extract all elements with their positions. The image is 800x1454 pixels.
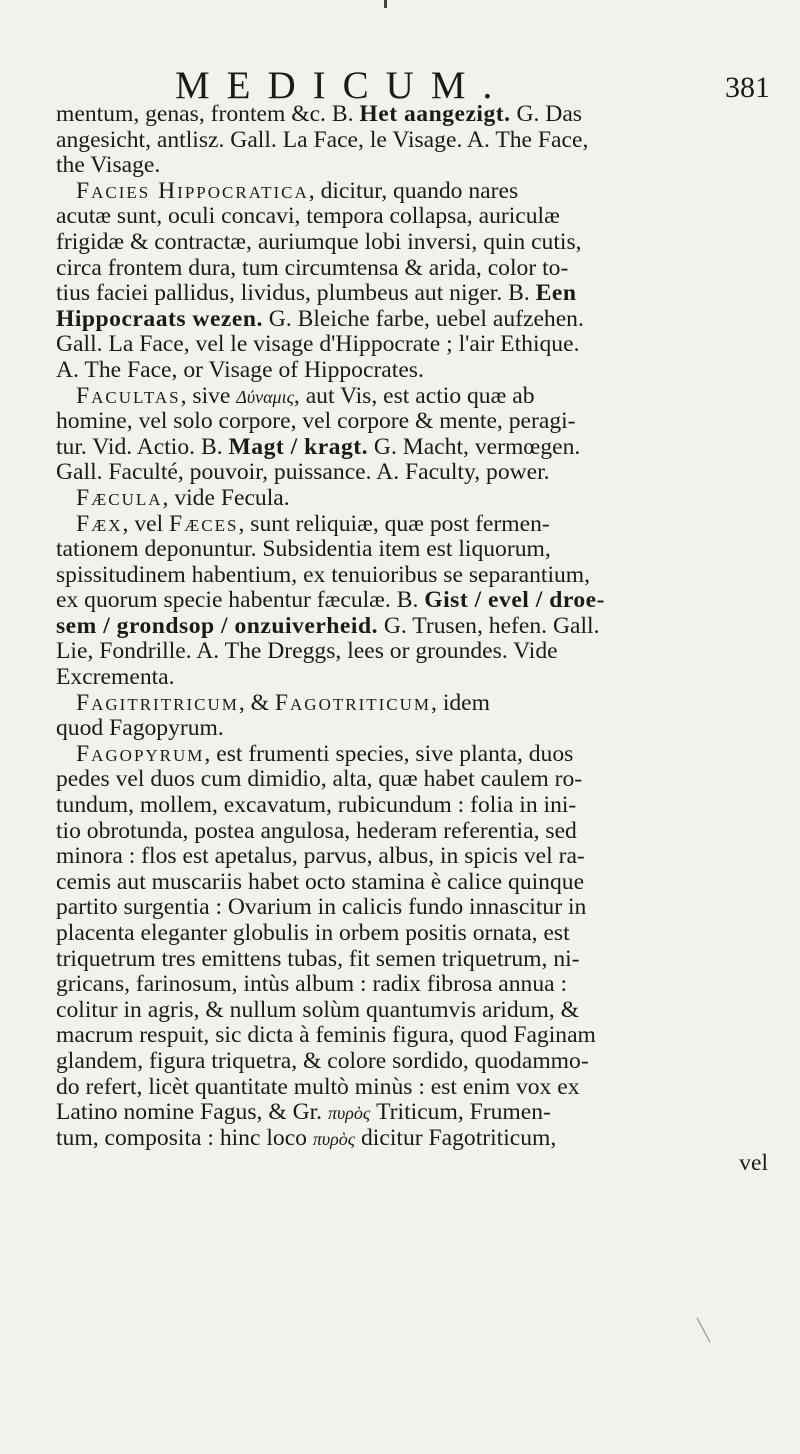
text-run: circa frontem dura, tum circumtensa & arida, color to- xyxy=(56,255,569,281)
text-line xyxy=(56,256,774,282)
text-line xyxy=(56,844,774,870)
text-line xyxy=(56,870,774,896)
text-line xyxy=(56,1075,774,1101)
text-run: the Visage. xyxy=(56,153,161,179)
text-run: Δύναμις xyxy=(236,386,294,407)
text-run: minora : flos est apetalus, parvus, albus, in spicis vel ra- xyxy=(56,844,585,870)
text-line xyxy=(56,1023,774,1049)
text-line xyxy=(56,972,774,998)
text-line xyxy=(56,895,774,921)
text-line xyxy=(56,742,774,768)
text-run: , xyxy=(87,639,100,665)
text-run: A. The Face, or Visage of Hippocrates. xyxy=(56,357,424,383)
text-run: G. Bleiche farbe, uebel aufzehen. xyxy=(262,306,584,332)
text-run: Facies Hippocratica xyxy=(76,178,309,204)
text-run: . A. Faculty, power. xyxy=(365,460,550,486)
text-run: , est actio quæ ab xyxy=(371,383,535,409)
text-line xyxy=(56,435,774,461)
text-run: tundum, mollem, excavatum, rubicundum : folia in ini- xyxy=(56,793,577,819)
text-run: Triticum, Frumen- xyxy=(370,1100,551,1126)
text-run: colitur in agris, & nullum solùm quantumvis aridum, & xyxy=(56,997,579,1023)
text-run: , vel xyxy=(183,332,231,358)
text-run: pedes vel duos cum dimidio, alta, quæ habet caulem ro- xyxy=(56,767,583,793)
text-line xyxy=(56,102,774,128)
text-run: . A. The Face, xyxy=(456,127,589,153)
text-run: placenta eleganter globulis in orbem positis ornata, est xyxy=(56,921,570,946)
text-run: Faculté xyxy=(108,460,178,486)
text-run: vel xyxy=(739,1151,768,1177)
text-run: cemis aut muscariis habet octo stamina è calice quinque xyxy=(56,869,585,895)
text-run: La Face xyxy=(282,127,359,153)
text-line xyxy=(56,409,774,435)
text-run: homine, vel solo corpore, vel corpore & mente, peragi- xyxy=(56,409,576,435)
text-run: La Face xyxy=(108,332,184,358)
text-run: Gist / evel / droe- xyxy=(424,588,605,614)
text-run: Facultas xyxy=(76,383,181,409)
text-run: Excrementa. xyxy=(56,665,175,691)
text-line xyxy=(56,1100,774,1126)
text-run: . xyxy=(217,716,224,742)
text-run: G. Das xyxy=(510,102,582,127)
text-run: puissance xyxy=(273,460,366,486)
text-run: , vide xyxy=(162,485,221,511)
text-line xyxy=(56,1049,774,1075)
text-run: Fagitritricum xyxy=(76,690,239,716)
text-run: do refert, licèt quantitate multò minùs : est enim vox ex xyxy=(56,1074,580,1100)
text-run: Fæces xyxy=(169,511,239,537)
text-run: pouvoir xyxy=(189,460,263,486)
text-run: Een xyxy=(535,281,577,307)
text-line xyxy=(56,230,774,256)
text-line xyxy=(56,588,774,614)
text-run: tius faciei pallidus, lividus, plumbeus aut niger. B. xyxy=(56,281,536,307)
text-run: , & xyxy=(238,690,275,716)
text-run: Het aangezigt. xyxy=(359,102,511,127)
text-line xyxy=(56,179,774,205)
text-line xyxy=(56,204,774,230)
text-line xyxy=(56,281,774,307)
text-run: tio obrotunda, postea angulosa, hederam referentia, sed xyxy=(56,818,577,844)
text-run: Vis xyxy=(340,383,372,409)
text-run: tationem deponuntur. Subsidentia item est liquorum, xyxy=(56,537,551,563)
text-run: , vel xyxy=(122,511,170,537)
text-run: Lie xyxy=(56,639,88,665)
text-run: , est frumenti species, sive planta, duos xyxy=(204,741,574,767)
text-line xyxy=(56,819,774,845)
text-line xyxy=(56,691,774,717)
text-line xyxy=(56,1126,774,1152)
text-run: Fagotriticum xyxy=(274,690,432,716)
text-line xyxy=(56,512,774,538)
text-run: πυρὸς xyxy=(312,1128,356,1149)
text-run: G. Trusen, hefen. Gall. xyxy=(377,613,600,639)
text-run: spissitudinem habentium, ex tenuioribus se separantium, xyxy=(56,562,591,588)
text-line xyxy=(56,460,774,486)
text-line xyxy=(56,639,774,665)
text-run: Latino nomine Fagus, & Gr. xyxy=(56,1100,328,1126)
text-run: , xyxy=(262,460,274,486)
text-line xyxy=(56,665,774,691)
text-run: , aut xyxy=(293,383,340,409)
text-run: Fagopyrum xyxy=(76,741,205,767)
text-line xyxy=(56,947,774,973)
text-run: Fagopyrum xyxy=(109,716,218,742)
text-line xyxy=(56,1151,774,1177)
running-title: MEDICUM. xyxy=(175,64,510,107)
text-run: , sunt reliquiæ, quæ post fermen- xyxy=(238,511,550,537)
text-run: , xyxy=(550,1125,557,1151)
text-run: le visage d'Hippocrate ; l'air Ethique. xyxy=(230,332,580,358)
text-line xyxy=(56,921,774,947)
text-run: triquetrum tres emittens tubas, fit semen triquetrum, ni- xyxy=(56,946,580,972)
text-line xyxy=(56,486,774,512)
text-run: gricans, farinosum, intùs album : radix fibrosa annua : xyxy=(56,972,568,998)
text-run: . xyxy=(283,485,290,511)
text-line xyxy=(56,614,774,640)
text-line xyxy=(56,128,774,154)
text-run: angesicht, antlisz. Gall. xyxy=(56,127,283,153)
text-run: Gall. xyxy=(56,460,109,486)
text-run: ex quorum specie habentur fæculæ. B. xyxy=(56,588,425,614)
text-line xyxy=(56,153,774,179)
text-run: , dicitur, quando nares xyxy=(308,178,519,204)
text-run: tur. Vid. Actio. B. xyxy=(56,434,229,460)
text-run: mentum, genas, frontem &c. B. xyxy=(56,102,360,127)
text-line xyxy=(56,767,774,793)
page-number: 381 xyxy=(725,71,770,104)
text-line xyxy=(56,998,774,1024)
text-run: tum, composita : hinc loco xyxy=(56,1125,313,1151)
text-run: πυρὸς xyxy=(327,1103,371,1124)
text-run: Magt / kragt. xyxy=(228,434,369,460)
text-run: quod xyxy=(56,716,110,742)
text-run: frigidæ & contractæ, auriumque lobi inversi, quin cutis, xyxy=(56,229,582,255)
text-run: partito surgentia : Ovarium in calicis fundo innascitur in xyxy=(56,895,587,921)
text-line xyxy=(56,793,774,819)
text-run: macrum respuit, sic dicta à feminis figura, quod Faginam xyxy=(56,1023,596,1049)
text-run: , sive xyxy=(180,383,237,409)
text-run: Hippocraats wezen. xyxy=(56,306,263,332)
text-run: Fagotriticum xyxy=(428,1125,551,1151)
text-line xyxy=(56,358,774,384)
page-edge-mark xyxy=(384,0,387,8)
text-run: Fecula xyxy=(220,485,284,511)
text-line xyxy=(56,307,774,333)
body-text xyxy=(56,102,774,1177)
text-run: le Visage xyxy=(369,127,457,153)
text-line xyxy=(56,332,774,358)
text-run: Fæx xyxy=(76,511,123,537)
text-run: glandem, figura triquetra, & colore sordido, quodammo- xyxy=(56,1048,589,1074)
text-line xyxy=(56,716,774,742)
text-run: . A. The Dreggs, lees or groundes. Vide xyxy=(185,639,558,665)
text-run: Fondrille xyxy=(99,639,186,665)
text-line xyxy=(56,384,774,410)
text-run: G. Macht, vermœgen. xyxy=(368,434,581,460)
text-line xyxy=(56,537,774,563)
page-mark xyxy=(696,1317,710,1342)
text-run: , idem xyxy=(431,690,491,716)
text-line xyxy=(56,563,774,589)
text-run: Gall. xyxy=(56,332,109,358)
text-run: , xyxy=(177,460,190,486)
text-run: dicitur xyxy=(355,1125,429,1151)
text-run: , xyxy=(358,127,370,153)
text-run: acutæ sunt, oculi concavi, tempora collapsa, auriculæ xyxy=(56,204,560,230)
text-run: sem / grondsop / onzuiverheid. xyxy=(56,613,378,639)
text-run: Fæcula xyxy=(76,485,163,511)
